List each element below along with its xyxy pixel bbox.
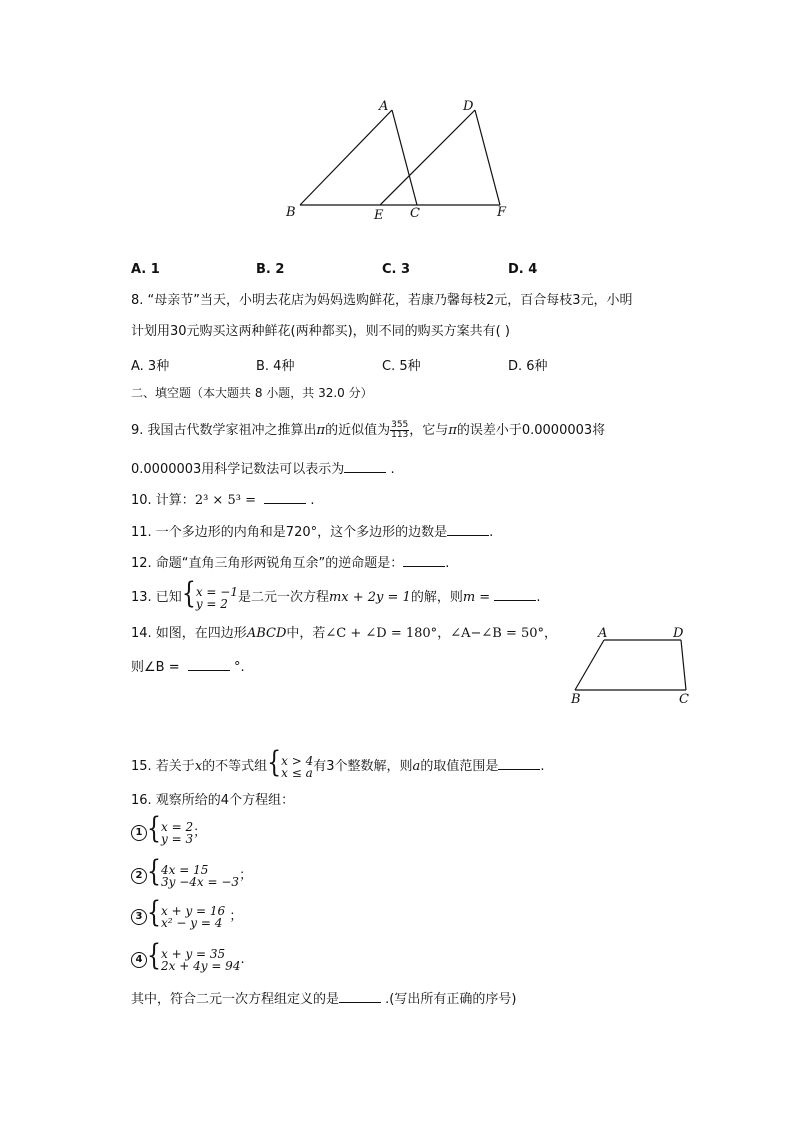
brace-symbol: { <box>147 856 161 889</box>
q11-end: . <box>489 525 494 540</box>
q16-final-end: .(写出所有正确的序号) <box>381 992 517 1007</box>
answer-blank[interactable] <box>494 588 536 601</box>
circled-number: 3 <box>131 909 147 925</box>
q16-intro: 16. 观察所给的4个方程组： <box>131 793 295 808</box>
q10 <box>131 491 315 509</box>
label-B: B <box>571 692 581 707</box>
q8-option-c: C. 5种 <box>382 359 421 374</box>
q13-var: m = <box>462 590 491 605</box>
q8-line2: 计划用30元购买这两种鲜花(两种都买)，则不同的购买方案共有( ) <box>131 324 510 339</box>
system-end: ； <box>239 868 253 883</box>
q13-equation: mx + 2y = 1 <box>328 590 411 605</box>
circled-number: 4 <box>131 952 147 968</box>
q9-suffix: 的误差小于0.0000003将 <box>456 423 606 438</box>
q13-mid2: 的解，则 <box>410 590 463 605</box>
equation-system-2 <box>131 856 253 889</box>
q12-end: . <box>445 556 450 571</box>
q15-mid: 的不等式组 <box>202 759 268 774</box>
q11 <box>131 523 493 541</box>
q12-text: 12. 命题“直角三角形两锐角互余”的逆命题是： <box>131 556 404 571</box>
q10-expression: 2³ × 5³ = <box>194 493 256 508</box>
q7-option-c: C. 3 <box>382 262 411 277</box>
q14-quad: ABCD <box>246 626 287 641</box>
q8-line1: 8. “母亲节”当天，小明去花店为妈妈选购鲜花，若康乃馨每枝2元，百合每枝3元，小明 <box>131 293 633 308</box>
q8-option-d: D. 6种 <box>508 359 548 374</box>
q14-line2-text: 则∠B = <box>131 660 180 675</box>
system-end: . <box>240 952 245 967</box>
label-A: A <box>598 626 608 641</box>
q15-x: x <box>194 759 203 774</box>
answer-blank[interactable] <box>339 990 381 1003</box>
brace-symbol: { <box>147 897 161 930</box>
equation-system-3 <box>131 897 243 930</box>
pi-symbol: π <box>448 423 457 438</box>
q10-end: . <box>306 493 315 508</box>
q14-cond1: ∠C + ∠D = 180° <box>325 626 438 641</box>
q14-prefix: 14. 如图，在四边形 <box>131 626 247 641</box>
answer-blank[interactable] <box>447 523 489 536</box>
system-top: x = −1 <box>195 584 238 599</box>
q15-prefix: 15. 若关于 <box>131 759 195 774</box>
answer-blank[interactable] <box>498 757 540 770</box>
circled-number: 2 <box>131 868 147 884</box>
label-C: C <box>679 692 689 707</box>
q9-mid2: ，它与 <box>409 423 449 438</box>
brace-symbol: { <box>147 940 161 973</box>
system-bottom: 3y −4x = −3 <box>161 874 240 889</box>
system-bottom: y = 3 <box>161 831 194 846</box>
system <box>161 821 193 845</box>
q14-cond2: ∠A−∠B = 50° <box>450 626 545 641</box>
system-top: x = 2 <box>161 819 194 834</box>
q14-end2: °. <box>229 660 245 675</box>
label-D: D <box>463 99 474 114</box>
q16-final-text: 其中，符合二元一次方程组定义的是 <box>131 992 340 1007</box>
q9-end: . <box>386 462 395 477</box>
q8-option-a: A. 3种 <box>131 359 170 374</box>
q9-line1 <box>131 421 605 440</box>
system-bottom: x ≤ a <box>281 765 313 780</box>
label-F: F <box>497 205 507 220</box>
q13 <box>131 578 541 611</box>
label-C: C <box>410 206 420 221</box>
label-E: E <box>374 208 384 223</box>
q9-prefix: 9. 我国古代数学家祖冲之推算出 <box>131 423 317 438</box>
label-D: D <box>673 626 684 641</box>
answer-blank[interactable] <box>403 554 445 567</box>
q11-text: 11. 一个多边形的内角和是720°，这个多边形的边数是 <box>131 525 448 540</box>
answer-blank[interactable] <box>264 491 306 504</box>
q15-end: . <box>540 759 545 774</box>
system <box>161 905 225 929</box>
q13-prefix: 13. 已知 <box>131 590 182 605</box>
system <box>161 948 240 972</box>
answer-blank[interactable] <box>188 658 230 671</box>
q9-mid: 的近似值为 <box>325 423 391 438</box>
q14-mid: 中，若 <box>286 626 326 641</box>
fraction-numerator: 355 <box>391 420 409 430</box>
equation-system <box>196 586 238 610</box>
q9-line2 <box>131 460 395 478</box>
system-end: ； <box>193 825 207 840</box>
section-heading: 二、填空题（本大题共 8 小题，共 32.0 分） <box>131 386 373 400</box>
system-top: x + y = 16 <box>161 903 226 918</box>
q7-option-b: B. 2 <box>256 262 285 277</box>
answer-blank[interactable] <box>344 460 386 473</box>
fraction <box>390 421 409 440</box>
label-B: B <box>286 205 296 220</box>
quadrilateral-figure <box>565 623 695 711</box>
q13-mid: 是二元一次方程 <box>237 590 329 605</box>
brace-symbol: { <box>267 747 282 780</box>
circled-number: 1 <box>131 825 147 841</box>
q9-line2-text: 0.0000003用科学记数法可以表示为 <box>131 462 345 477</box>
q7-option-d: D. 4 <box>508 262 538 277</box>
q14-line2 <box>131 658 245 676</box>
q15-mid2: 有3个整数解，则 <box>313 759 413 774</box>
equation-system-4 <box>131 940 245 973</box>
q10-prefix: 10. 计算： <box>131 493 195 508</box>
system-top: x > 4 <box>281 753 314 768</box>
pi-symbol: π <box>316 423 326 438</box>
q14-line1 <box>131 626 557 642</box>
system-top: x + y = 35 <box>161 946 226 961</box>
q16-final <box>131 990 516 1008</box>
system-top: 4x = 15 <box>161 862 209 877</box>
system-bottom: x² − y = 4 <box>161 915 223 930</box>
q15-a: a <box>412 759 421 774</box>
q12 <box>131 554 449 572</box>
q15 <box>131 747 545 780</box>
q14-end1: ， <box>544 626 558 641</box>
fraction-denominator: 113 <box>391 430 409 440</box>
equation-system-1 <box>131 813 207 846</box>
q8-option-b: B. 4种 <box>256 359 295 374</box>
q14-sep: ， <box>437 626 451 641</box>
system-end: ； <box>229 909 243 924</box>
system <box>161 864 239 888</box>
q7-option-a: A. 1 <box>131 262 160 277</box>
triangle-figure <box>280 95 520 225</box>
system-bottom: 2x + 4y = 94 <box>161 958 241 973</box>
q13-end: . <box>536 590 541 605</box>
brace-symbol: { <box>147 813 161 846</box>
label-A: A <box>379 99 389 114</box>
q15-suffix: 的取值范围是 <box>420 759 499 774</box>
system-bottom: y = 2 <box>195 596 228 611</box>
inequality-system <box>281 755 313 779</box>
brace-symbol: { <box>181 578 196 611</box>
